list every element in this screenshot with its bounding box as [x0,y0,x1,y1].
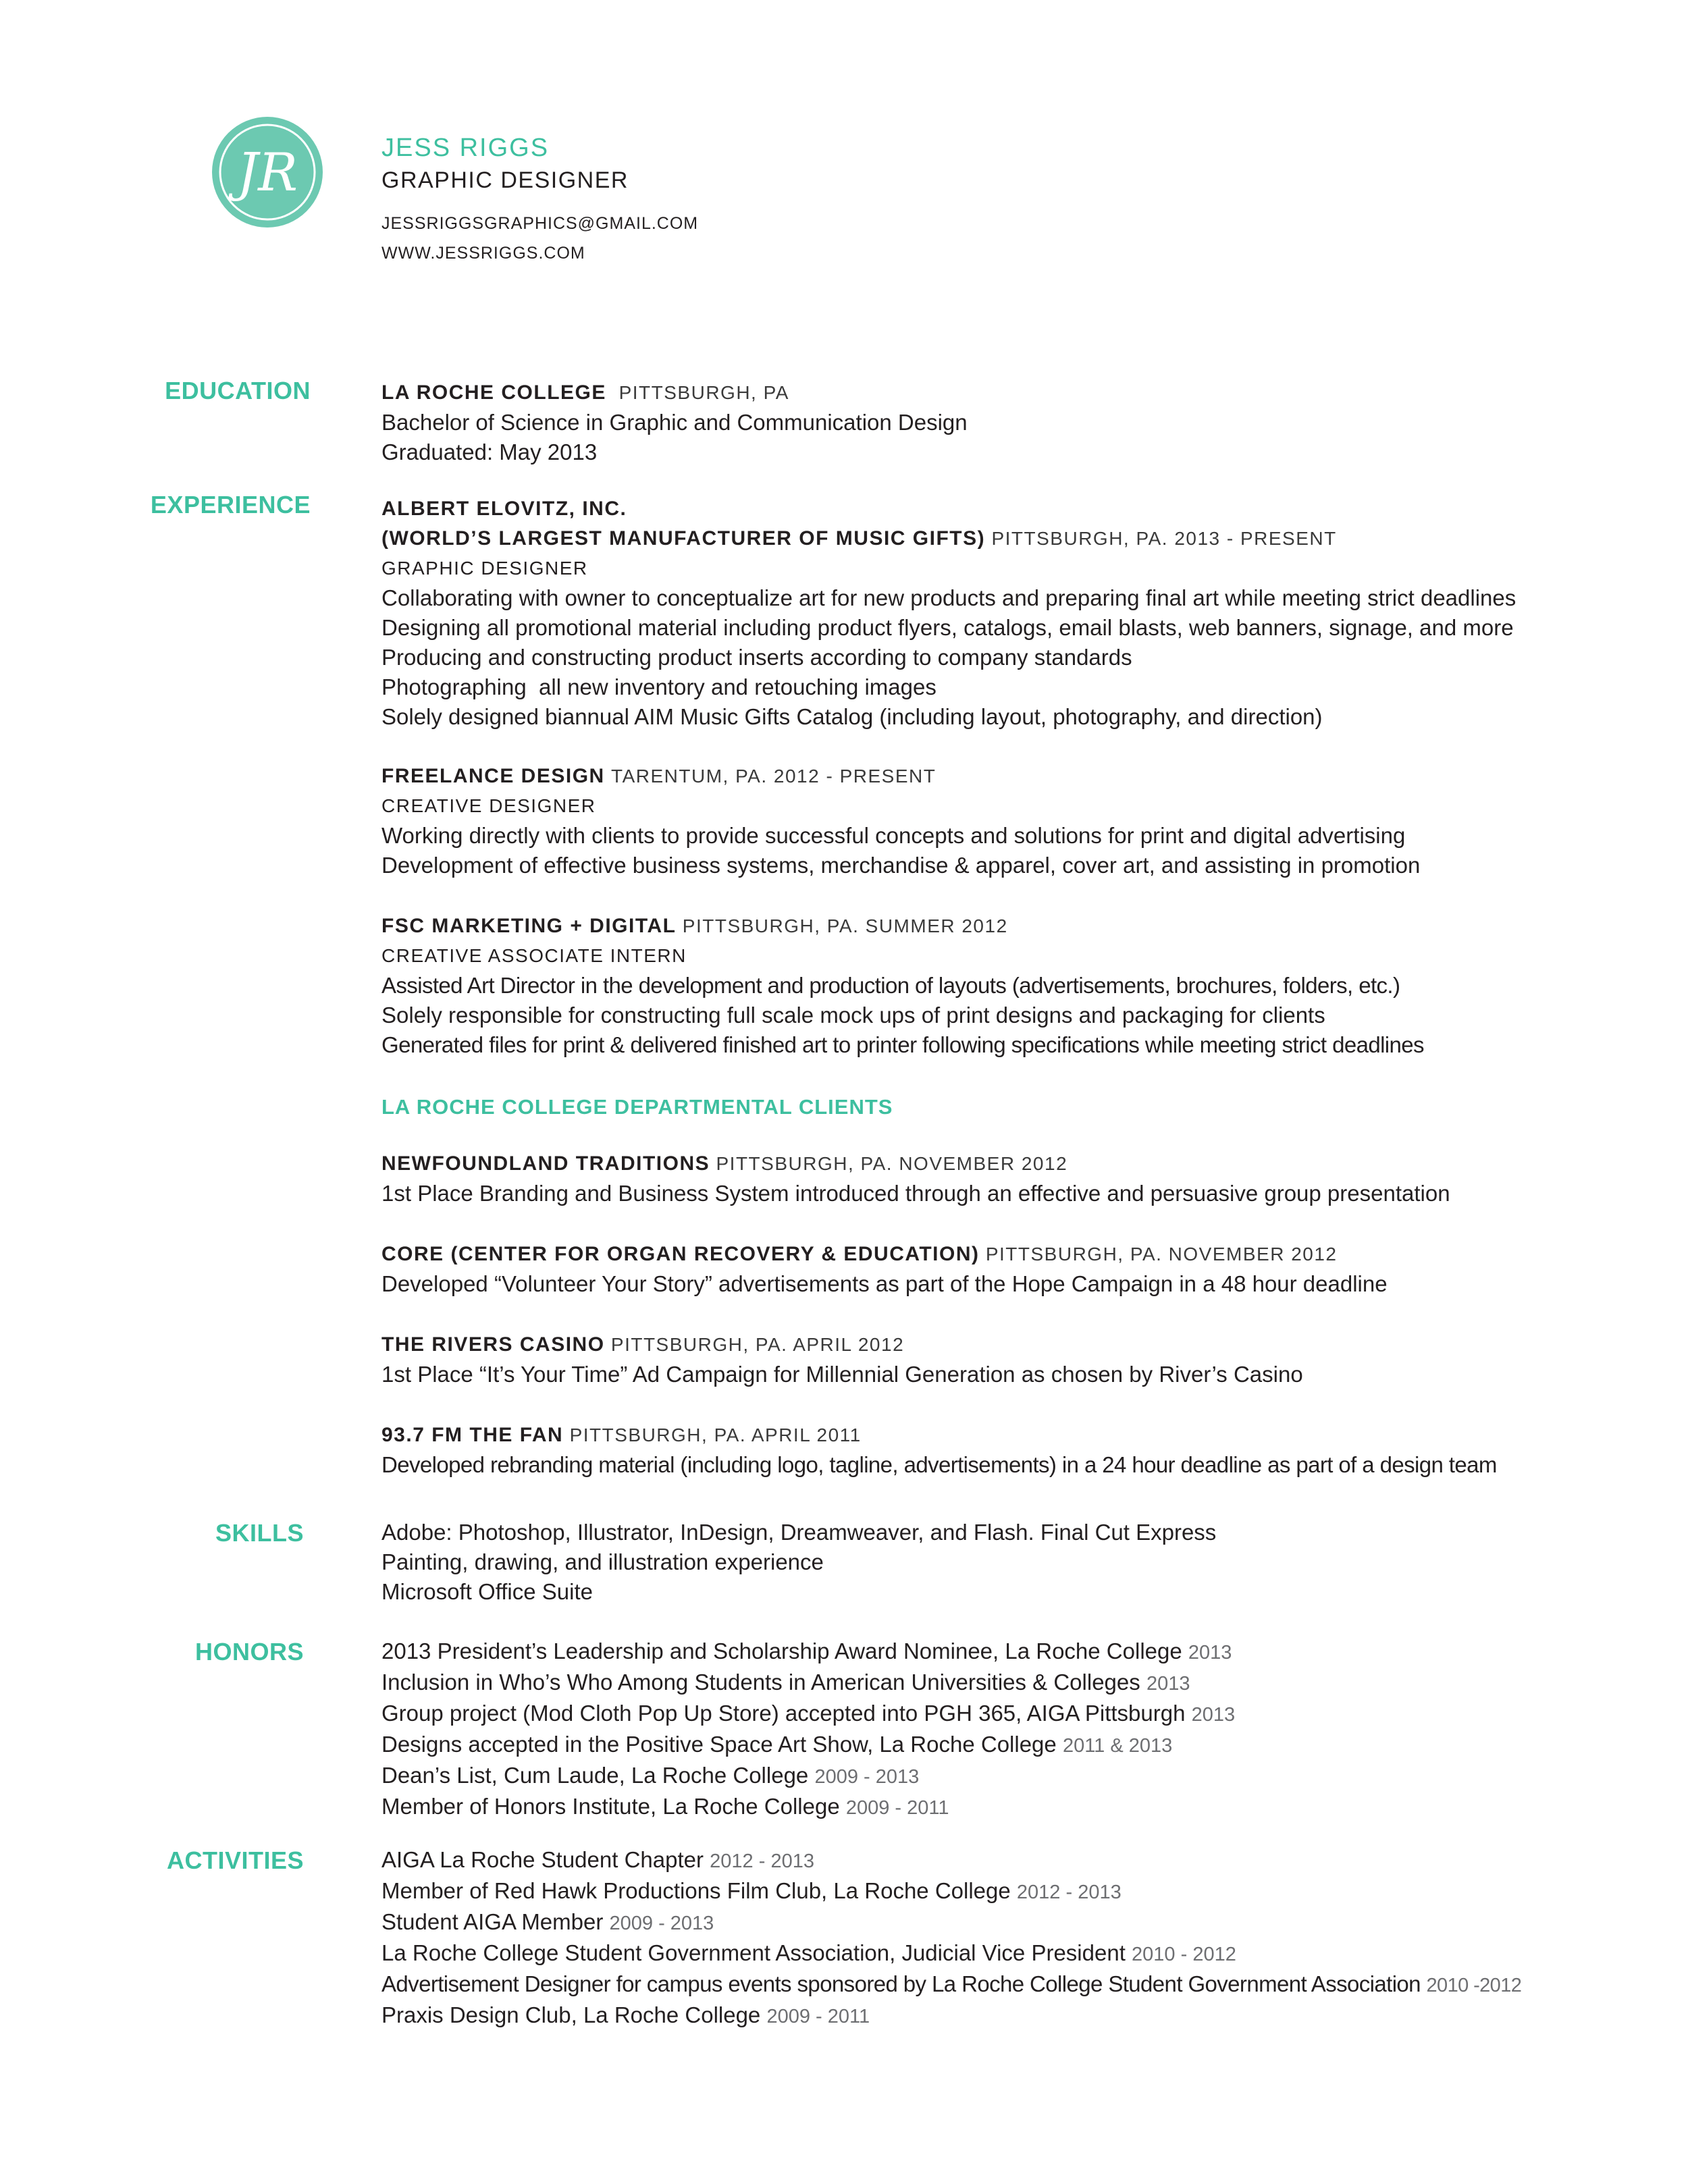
honor-item [381,1761,1651,1792]
honor-item [381,1699,1651,1730]
graduation-date: Graduated: May 2013 [381,440,598,464]
skill-item: Painting, drawing, and illustration experience [381,1549,824,1574]
experience-job-1 [381,494,1651,732]
activity-text: Advertisement Designer for campus events sponsored by La Roche College Student Government Association [381,1971,1421,1996]
activity-item [381,1845,1651,1876]
honor-year: 2013 [1191,1704,1236,1726]
job-location: PITTSBURGH, PA. SUMMER 2012 [682,915,1008,936]
client-location: PITTSBURGH, PA. APRIL 2012 [610,1334,905,1355]
job-role: GRAPHIC DESIGNER [381,558,588,579]
client-org: NEWFOUNDLAND TRADITIONS [381,1152,710,1175]
client-4 [381,1420,1651,1480]
job-org-detail: (WORLD’S LARGEST MANUFACTURER OF MUSIC GIFTS) [381,527,986,550]
job-bullet: Designing all promotional material including product flyers, catalogs, email blasts, web banners, signage, and more [381,615,1514,640]
honor-item [381,1668,1651,1699]
clients-heading: LA ROCHE COLLEGE DEPARTMENTAL CLIENTS [381,1095,893,1119]
job-heading [381,911,1651,941]
activity-year: 2009 - 2011 [766,2006,870,2027]
school-name: LA ROCHE COLLEGE [381,381,606,404]
honors-label: HONORS [194,1638,304,1666]
client-desc: 1st Place Branding and Business System introduced through an effective and persuasive group presentation [381,1181,1450,1206]
job-bullet: Photographing all new inventory and retouching images [381,674,937,699]
job-bullet: Assisted Art Director in the development and production of layouts (advertisements, brochures, folders, etc.) [381,973,1400,998]
client-1 [381,1149,1651,1208]
job-heading [381,762,1651,791]
logo-monogram-text: JR [237,142,298,203]
candidate-name: JESS RIGGS [381,134,550,162]
activity-text: Student AIGA Member [381,1909,604,1934]
skill-item: Microsoft Office Suite [381,1579,594,1604]
resume-header [381,132,698,268]
client-org: 93.7 FM THE FAN [381,1424,564,1446]
job-heading-2 [381,524,1651,554]
honor-text: Inclusion in Who’s Who Among Students in American Universities & Colleges [381,1670,1140,1695]
job-role: CREATIVE DESIGNER [381,795,596,816]
activities-section [381,1845,1651,2031]
skill-item: Adobe: Photoshop, Illustrator, InDesign, Dreamweaver, and Flash. Final Cut Express [381,1520,1217,1545]
website-link[interactable]: WWW.JESSRIGGS.COM [381,244,585,263]
honor-text: 2013 President’s Leadership and Scholarship Award Nominee, La Roche College [381,1639,1182,1663]
activity-year: 2012 - 2013 [710,1850,814,1872]
client-location: PITTSBURGH, PA. NOVEMBER 2012 [716,1153,1068,1174]
contact-info [381,209,698,268]
job-bullet: Collaborating with owner to conceptualize art for new products and preparing final art while meeting strict deadlines [381,585,1516,610]
honor-year: 2013 [1188,1642,1232,1663]
client-heading [381,1240,1651,1269]
activity-item [381,1938,1651,1969]
job-bullet: Solely responsible for constructing full scale mock ups of print designs and packaging for clients [381,1003,1325,1028]
job-org: FSC MARKETING + DIGITAL [381,915,677,937]
job-location: TARENTUM, PA. 2012 - PRESENT [611,766,937,787]
honor-year: 2009 - 2013 [814,1766,920,1788]
activity-text: Member of Red Hawk Productions Film Club, La Roche College [381,1878,1011,1903]
client-2 [381,1240,1651,1299]
activity-year: 2010 -2012 [1426,1975,1522,1996]
activity-item [381,1907,1651,1938]
honor-item [381,1636,1651,1668]
activity-year: 2009 - 2013 [609,1913,714,1934]
activity-year: 2012 - 2013 [1016,1882,1122,1903]
client-org: THE RIVERS CASINO [381,1333,605,1356]
job-heading [381,494,1651,524]
skills-section [381,1518,1651,1607]
client-location: PITTSBURGH, PA. NOVEMBER 2012 [985,1244,1338,1264]
honor-text: Dean’s List, Cum Laude, La Roche College [381,1763,809,1788]
client-location: PITTSBURGH, PA. APRIL 2011 [569,1424,862,1445]
clients-heading-block [381,1092,1651,1122]
job-role: CREATIVE ASSOCIATE INTERN [381,945,687,966]
honor-text: Member of Honors Institute, La Roche College [381,1794,840,1819]
honor-year: 2009 - 2011 [845,1797,949,1819]
client-desc: Developed “Volunteer Your Story” advertisements as part of the Hope Campaign in a 48 hour deadline [381,1271,1388,1296]
client-heading [381,1420,1651,1450]
activity-text: Praxis Design Club, La Roche College [381,2002,761,2027]
client-desc: 1st Place “It’s Your Time” Ad Campaign for Millennial Generation as chosen by River’s Casino [381,1362,1303,1387]
activity-text: La Roche College Student Government Association, Judicial Vice President [381,1940,1126,1965]
education-section [381,378,1651,467]
job-bullet: Solely designed biannual AIM Music Gifts Catalog (including layout, photography, and direction) [381,704,1323,729]
activity-year: 2010 - 2012 [1132,1944,1236,1965]
client-heading [381,1330,1651,1360]
honor-item [381,1730,1651,1761]
activity-item [381,1876,1651,1907]
honor-text: Designs accepted in the Positive Space Art Show, La Roche College [381,1732,1057,1757]
activities-label: ACTIVITIES [166,1846,304,1874]
school-location: PITTSBURGH, PA [618,382,789,403]
client-3 [381,1330,1651,1389]
honor-year: 2013 [1146,1673,1190,1695]
honor-text: Group project (Mod Cloth Pop Up Store) accepted into PGH 365, AIGA Pittsburgh [381,1701,1186,1726]
honor-year: 2011 & 2013 [1062,1735,1173,1757]
experience-job-2 [381,762,1651,880]
skills-label: SKILLS [215,1519,304,1547]
email-link[interactable]: JESSRIGGSGRAPHICS@GMAIL.COM [381,214,699,233]
activity-text: AIGA La Roche Student Chapter [381,1847,704,1872]
honors-section [381,1636,1651,1823]
degree: Bachelor of Science in Graphic and Communication Design [381,410,968,435]
education-label: EDUCATION [165,377,311,404]
activity-item [381,1969,1651,2000]
experience-label: EXPERIENCE [150,491,311,518]
candidate-title: GRAPHIC DESIGNER [381,167,629,193]
job-bullet: Generated files for print & delivered finished art to printer following specifications while meeting strict deadlines [381,1032,1424,1057]
activity-item [381,2000,1651,2031]
job-bullet: Development of effective business systems, merchandise & apparel, cover art, and assisting in promotion [381,853,1421,878]
job-bullet: Producing and constructing product inserts according to company standards [381,645,1132,670]
client-desc: Developed rebranding material (including logo, tagline, advertisements) in a 24 hour deadline as part of a design team [381,1452,1497,1477]
experience-job-3 [381,911,1651,1060]
honor-item [381,1792,1651,1823]
client-org: CORE (CENTER FOR ORGAN RECOVERY & EDUCATION) [381,1243,980,1265]
education-heading [381,378,1651,408]
client-heading [381,1149,1651,1179]
job-org: FREELANCE DESIGN [381,765,605,787]
job-location: PITTSBURGH, PA. 2013 - PRESENT [991,528,1337,549]
job-org: ALBERT ELOVITZ, INC. [381,498,627,520]
job-bullet: Working directly with clients to provide successful concepts and solutions for print and digital advertising [381,823,1406,848]
monogram-logo [211,116,323,228]
